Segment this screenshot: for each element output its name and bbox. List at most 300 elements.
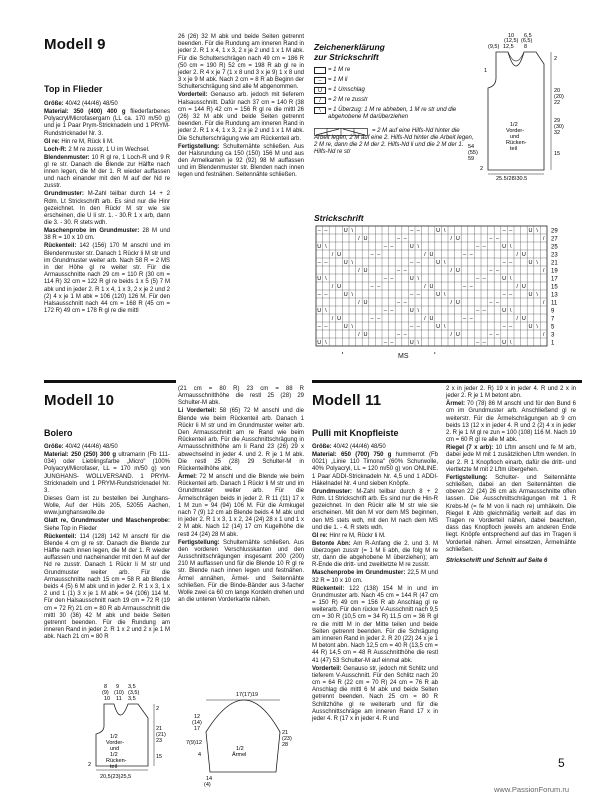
schem10-bottom-2: 20,5(23)25,5	[100, 774, 132, 780]
chart-symbol: –	[377, 316, 381, 323]
divider-line	[44, 380, 176, 383]
m11-paragraph	[446, 445, 576, 474]
m11-paragraph	[446, 475, 576, 554]
chart-row-number: 23	[551, 252, 558, 259]
paragraph-text: M-Zahl teilbar durch 14 + 2 Rdm. Lt Strickschrift arb. Es sind nur die Hinr gezeichnet. In den Rückr M str wie sie erscheinen, die U li str. 1. - 30.R 1 x arb, dann die 3. - 30. R stets wdh.	[44, 191, 170, 227]
chart-row-number: 27	[551, 236, 558, 243]
m11-paragraph	[312, 541, 438, 570]
schem9-bottom-2: 25,5(28)30,5	[496, 176, 528, 180]
chart-symbol: \	[417, 340, 420, 347]
legend-sym-ssk: \	[314, 107, 326, 114]
site-footer: www.PassionForum.ru	[494, 785, 570, 794]
paragraph-text: 28 M und 38 R = 10 x 10 cm.	[44, 228, 171, 242]
paragraph-text: 26 (26) 32 M abk und beide Seiten getrennt beenden. Für die Rundung am inneren Rand in jeder 2. R 1 x 4, 1 x 3, 2 x je 2 und 1 x 1 M abk. Für die Schulterschrägen nach 49 cm = 186 R (50 cm = 190 R) 52 cm = 198 R ab gl re in jeder 2. R 4 x je 7 (1 x 8 und 3 x je 9) 1 x 8 und 3 x je 9 M abk. Nach 2 cm = 8 R ab Beginn der Schulterschrägung sind alle M abgenommen.	[178, 34, 304, 91]
chart-symbol: U	[528, 260, 533, 267]
m9-legend-title	[314, 42, 385, 62]
schem10-right-4: 23	[156, 738, 163, 744]
chart-symbol: –	[403, 236, 407, 243]
chart-symbol: U	[502, 244, 507, 251]
chart-symbol: U	[409, 308, 414, 315]
m10-text-column-2	[178, 386, 304, 605]
paragraph-text: 142 (156) 170 M anschl und im Blendenmuster str. Danach 1 Rückr li M str und im Grundmuster weiter arb. Nach 58 R = 2 MS in der Höhe gl re weiter str. Für die Armausschnitte nach 29 cm = 110 R (30 cm = 114 R) 32 cm = 122 R gl re beids 1 x 5 (5) 7 M abk und in jeder 2. R 1 x 4, 1 x 3, 2 x je 2 und 2 (2) 4 x je 1 M abk = 106 (120) 126 M. Für den Halsausschnitt nach 44 cm = 168 R (45 cm = 172 R) 49 cm = 178 R gl re die mittl	[44, 243, 170, 315]
chart-row-number: 3	[551, 332, 555, 339]
m10-paragraph	[44, 452, 170, 495]
paragraph-lead: Rückenteil:	[44, 243, 77, 250]
paragraph-lead: Maschenprobe im Grundmuster:	[312, 570, 406, 577]
chart-symbol: U	[521, 252, 526, 259]
chart-symbol: –	[489, 268, 493, 275]
chart-symbol: U	[455, 268, 460, 275]
chart-symbol: –	[324, 292, 328, 299]
schem10-top3-2: 11	[116, 696, 122, 702]
chart-symbol: U	[343, 292, 348, 299]
chart-symbol: –	[476, 276, 480, 283]
chart-symbol: –	[482, 244, 486, 251]
chart-symbol: –	[410, 324, 414, 331]
schem10-top3-1: 10	[104, 696, 111, 702]
paragraph-lead: Grundmuster:	[44, 191, 85, 198]
legend-text-purl: = 1 M li	[328, 77, 348, 83]
chart-symbol: –	[482, 308, 486, 315]
chart-symbol: U	[337, 252, 342, 259]
chart-symbol: –	[509, 324, 513, 331]
paragraph-lead: Loch-R:	[44, 146, 67, 153]
chart-symbol: –	[416, 292, 420, 299]
chart-symbol: –	[462, 316, 467, 323]
paragraph-text: 40/42 (44/46) 48/50	[63, 101, 118, 107]
m9-paragraph	[44, 147, 170, 154]
chart-symbol: U	[337, 284, 342, 291]
paragraph-text: Siehe Top in Flieder	[44, 525, 97, 532]
schem9-side-3: 59	[468, 156, 475, 162]
m10-paragraph	[178, 386, 304, 408]
chart-symbol: U	[436, 292, 441, 299]
schem9-side-1: 54	[468, 144, 475, 150]
m11-paragraph	[312, 533, 438, 540]
m9-chart-ms-label: MS	[398, 353, 409, 360]
m11-paragraph	[446, 401, 576, 444]
legend-sym-yarn-over: U	[314, 87, 326, 94]
schem10-top-3: 3,5	[128, 684, 136, 690]
schem10s-mid-2: Ärmel	[232, 752, 247, 758]
paragraph-text: Schulternähte schließen. Aus der Halsrundung ca 150 (150) 156 M und aus den Armelkanten je 92 (92) 98 M auffassen und im Blendenmuster str. Blenden nach innen legen und festnähen. Seitennähte schließen.	[178, 143, 304, 179]
schem9-right-4: 22	[554, 100, 561, 106]
paragraph-lead: Material: 350 (400) 400 g	[44, 109, 126, 115]
chart-symbol: \	[509, 340, 512, 347]
paragraph-lead: Betonte Abn:	[312, 540, 351, 547]
schem9-mid-5: teil	[510, 146, 518, 152]
schem10s-right-1: 21	[282, 730, 289, 736]
chart-symbol: –	[317, 292, 321, 299]
chart-symbol: –	[403, 268, 407, 275]
chart-symbol: \	[325, 340, 327, 347]
m10-paragraph	[44, 444, 170, 451]
schem9-top2-2: (6,5)	[521, 38, 533, 44]
schem10-mid-4: 1/2	[110, 752, 118, 758]
chart-symbol: U	[363, 268, 368, 275]
chart-symbol: –	[383, 340, 387, 347]
paragraph-text: 2 x in jeder 2. R) 19 x in jeder 4. R und 2 x in jeder 2. R je 1 M betont abn.	[446, 386, 576, 400]
chart-symbol: U	[502, 308, 507, 315]
schem10-mid-1: 1/2	[110, 734, 118, 740]
paragraph-text: 2 M re zusstr, 1 U im Wechsel.	[66, 146, 150, 153]
chart-symbol: \	[536, 324, 538, 331]
m11-paragraph	[312, 489, 438, 532]
schem9-top-1: 10	[508, 33, 515, 39]
m9-paragraph	[44, 243, 170, 315]
m9-title: Modell 9	[44, 36, 106, 53]
m9-schematic	[466, 30, 576, 180]
schem9-mid-4: Rücken-	[506, 140, 527, 146]
paragraph-text: Genauso arb. jedoch mit tieferem Halsausschnitt. Dafür nach 37 cm = 140 R (38 cm = 144 R) 42 cm = 156 R gl re die mittl 26 (26) 32 M abk und beide Seiten getrennt beenden. Für die Rundung am inneren Rand in jeder 2. R 1 x 4, 1 x 3, 2 x je 2 und 1 x 1 M abk. Die Schulterschrägung wie am Rückenteil arb.	[178, 92, 304, 142]
chart-symbol: –	[410, 228, 414, 235]
chart-symbol: U	[429, 284, 434, 291]
chart-symbol: /	[516, 284, 519, 291]
chart-symbol: –	[469, 284, 473, 291]
m11-paragraph	[312, 570, 438, 584]
m9-subtitle: Top in Flieder	[44, 84, 103, 94]
paragraph-text: hummerrot (Fb 0021) „Linie 110 Timona" (60% Schurwolle, 40% Polyacryl, LL = 120 m/50 g) von ONLINE. 1 Paar ADDI-Stricknadeln Nr. 4,5 und 1 ADDI-Häkelnadel Nr. 4 und sieben Knöpfe.	[312, 452, 438, 487]
chart-symbol: /	[424, 316, 426, 323]
chart-symbol: U	[436, 324, 441, 331]
chart-symbol: /	[450, 268, 453, 275]
m11-paragraph	[312, 444, 438, 451]
paragraph-text: 58 (65) 72 M anschl und die Blende wie beim Rückenteil arb. Danach 1 Rückr li M str und im Grundmuster weiter arb. Den Armausschnitt am re Rand wie beim Rückenteil arb. Für die Ausschnittschrägung in Armausschnitthöhe am li Rand 23 (26) 29 x abwechselnd in jeder 4. und 2. R je 1 M abk. Die restl 25 (28) 29 Schulter-M in Rückenteilhöhe abk.	[178, 408, 304, 473]
chart-symbol: –	[416, 324, 420, 331]
chart-symbol: –	[396, 300, 401, 307]
chart-symbol: U	[521, 316, 526, 323]
chart-symbol: \	[417, 244, 420, 251]
paragraph-text: 114 (128) 142 M anschl für die Blende 4 cm gl re str. Danach die Blende zur Hälfte nach innen legen, die M der 1. R wieder auffassen und nacheinander mit den M auf der Nd re zusstr. Danach 1 Rückr li M str und Grundmuster weiter arb. Für die Armausschnitte nach 15 cm = 58 R ab Blende beids 4 (5) 6 M abk und in jeder 2. R 1 x 3, 1 x 2 und 1 (1) 3 x je 1 M abk = 94 (106) 114 M. Für den Halsausschnitt nach 19 cm = 72 R (19 cm = 72 R) 21 cm = 80 R ab Armausschnitt die mittl 30 (36) 42 M abk und beide Seiten getrennt beenden. Für die Rundung am inneren Rand in jeder 2. R 1 x 2 und 2 x je 1 M abk. Nach 21 cm = 80 R	[44, 533, 170, 641]
chart-symbol: U	[502, 276, 507, 283]
paragraph-text: M-Zahl teilbar durch 8 + 2 Rdm. Lt Strickschrift arb. Es sind nur die Hin-R gezeichnet. In den Rückr alle M str wie sie erscheinen. Mit den M vor dem MS beginnen, den MS stets wdh, mit den M nach dem MS und die 1. - 4. R stets wdh.	[312, 488, 438, 531]
paragraph-lead: Ärmel:	[178, 474, 198, 481]
chart-symbol: –	[396, 332, 401, 339]
chart-symbol: /	[542, 236, 545, 243]
m9-paragraph	[178, 144, 304, 180]
chart-symbol: /	[358, 236, 360, 243]
m10-paragraph	[178, 408, 304, 473]
paragraph-text: Genauso str, jedoch mit Schlitz und tieferem V-Ausschnitt. Für den Schlitz nach 20 cm = 64 R (22 cm = 70 R) 24 cm = 76 R ab Anschlag die mittl 6 M abk und beide Seiten getrennt beenden. Nach 25 cm = 80 R Schlitzhöhe gl re weiterarb und für die Ausschnittschräge am inneren Rand 17 x in jeder 4. R (17 x in jeder 4. R und	[312, 665, 438, 723]
chart-symbol: U	[429, 252, 434, 259]
paragraph-lead: Maschenprobe im Grundmuster:	[44, 228, 140, 235]
chart-symbol: –	[469, 316, 473, 323]
schem9-right-6: (30)	[554, 124, 564, 130]
chart-symbol: –	[416, 260, 420, 267]
chart-symbol: –	[324, 228, 328, 235]
chart-symbol: U	[455, 236, 460, 243]
chart-symbol: –	[476, 244, 480, 251]
chart-symbol: U	[455, 332, 460, 339]
legend-sym-purl: –	[314, 77, 326, 84]
chart-symbol: U	[343, 228, 348, 235]
schem10-right-5: 15	[156, 754, 163, 760]
schem10-top-1: 8	[104, 684, 108, 690]
paragraph-text: 22,5 M und 32 R = 10 x 10 cm.	[312, 570, 439, 584]
paragraph-lead: Strickschrift und Schnitt auf Seite 6	[446, 558, 548, 565]
schem10s-left-4: 7(9)12	[186, 740, 202, 746]
chart-symbol: –	[482, 340, 486, 347]
paragraph-lead: Glatt re, Grundmuster und Maschenprobe:	[44, 518, 170, 525]
m10-paragraph	[44, 518, 170, 532]
chart-symbol: \	[351, 292, 354, 299]
chart-row-number: 19	[551, 268, 558, 275]
m10-paragraph	[178, 474, 304, 539]
paragraph-text: ultramarin (Fb 111-034) oder Lieblingsfarbe „Micro" (100% Polyacryl/Microfaser, LL = 170 m/50 g) von JUNGHANS- WOLLVERSAND. 1 PRYM-Stricknadeln und 1 PRYM-Rundstricknadel Nr. 3.	[44, 452, 170, 495]
chart-symbol: U	[521, 284, 526, 291]
chart-symbol: –	[396, 236, 401, 243]
chart-symbol: \	[351, 324, 354, 331]
m9-paragraph	[44, 228, 170, 242]
schem10s-mid-1: 1/2	[236, 746, 244, 752]
m11-text-column-2	[446, 386, 576, 566]
chart-symbol: –	[396, 268, 401, 275]
chart-symbol: U	[436, 260, 441, 267]
chart-symbol: –	[469, 252, 473, 259]
chart-symbol: –	[324, 324, 328, 331]
schem10-right-1: 2	[156, 706, 160, 712]
schem9-top-2: 6,5	[524, 33, 532, 39]
schem10-bottom-1: 2	[88, 762, 92, 768]
schem9-top2-1: (12,5)	[504, 38, 519, 44]
chart-symbol: U	[317, 308, 322, 315]
chart-symbol: –	[476, 308, 480, 315]
chart-symbol: U	[528, 292, 533, 299]
schem10s-top: 17(17)19	[236, 692, 259, 698]
chart-symbol: –	[403, 332, 407, 339]
chart-symbol: –	[377, 252, 381, 259]
schem10s-bottom-1: 14	[206, 776, 213, 782]
schem10-top-2: 9	[116, 684, 120, 690]
paragraph-text: Am R-Anfang die 2. und 3. M überzogen zusstr (= 1 M li abh, die folg M re str, dann die abgehobene M überziehen); am R-Ende die dritt- und zweitletzte M re zusstr.	[312, 540, 438, 569]
chart-symbol: \	[509, 244, 512, 251]
m11-text-column-1	[312, 444, 438, 724]
chart-symbol: U	[455, 300, 460, 307]
paragraph-text: 122 (138) 154 M in und im Grundmuster arb. Nach 45 cm = 144 R (47 cm = 150 R) 49 cm = 156 R ab Anschlag gl re weiterarb. Für den rückw V-Ausschnitt nach 9,5 cm = 30 R (10,5 cm = 34 R) 11,5 cm = 36 R gl re die mittl M in der Mitte teilen und beide Seiten getrennt beenden. Für die Schrägung am inneren Rand in jeder 2. R 20 (22) 24 x je 1 M betont abn. Nach 12,5 cm = 40 R (13,5 cm = 44 R) 14,5 cm = 48 R Ausschnitthöhe die restl 41 (47) 53 Schulter-M auf einmal abk.	[312, 585, 438, 664]
chart-symbol: \	[443, 228, 446, 235]
legend-text-knit: = 1 M re	[328, 67, 351, 73]
schem9-left-1: 1	[484, 68, 488, 74]
paragraph-text: 70 (78) 86 M anschl und für den Bund 6 cm im Grundmuster arb. Anschließend gl re weiterstr. Für die Ärmelschrägungen ab 9 cm beids 13 (12 x in jeder 4. R und 2 (2) 4 x in jeder 2. R je 1 M gl re zun = 100 (108) 116 M. Nach 19 cm = 60 R gl re alle M abk.	[446, 401, 576, 444]
schem10s-right-3: 28	[282, 742, 289, 748]
schem10s-left-3: 17	[194, 726, 201, 732]
chart-symbol: \	[536, 228, 538, 235]
chart-symbol: /	[331, 284, 334, 291]
paragraph-text: 10 R gl re, 1 Loch-R und 9 R gl re str. Danach die Blende zur Hälfte nach innen legen, die M der 1. R wieder auffassen und nach einander mit den M auf der Nd re zusstr.	[44, 154, 170, 190]
m11-paragraph	[312, 452, 438, 488]
m11-subtitle: Pulli mit Knopfleiste	[312, 428, 399, 438]
schem10-top2-1: (9)	[102, 690, 109, 696]
legend-text-ssk: = 1 Überzug: 1 M re abheben, 1 M re str und die abgehobene M darüberziehen	[328, 107, 457, 120]
divider-line-2	[312, 380, 582, 383]
chart-symbol: –	[390, 276, 394, 283]
chart-symbol: –	[317, 260, 321, 267]
legend-title-line2: zur Strickschrift	[314, 52, 379, 62]
chart-symbol: \	[536, 260, 538, 267]
schem10s-left-5: 4	[198, 752, 202, 758]
page-number: 5	[558, 756, 565, 770]
m9-paragraph	[178, 92, 304, 142]
paragraph-text: 72 M anschl und die Blende wie beim Rückenteil arb. Danach 1 Rückr li M str und im Grundmuster weiter arb. Für die Ärmelschrägen beids in jeder 2. R 11 (11) 17 x 1 M zun = 94 (94) 106 M. Für die Armkugel nach 7 (9) 12 cm ab Blende beids 4 M abk und in jeder 2. R 1 x 3, 1 x 2, 24 (24) 28 x 1 und 1 x 2 M abk. Nach 12 (14) 17 cm Kugelhöhe die restl 24 (24) 28 M abk.	[178, 474, 304, 538]
m9-paragraph	[44, 139, 170, 146]
legend-sym-knit	[314, 67, 326, 74]
m9-paragraph	[44, 155, 170, 191]
chart-symbol: –	[489, 236, 493, 243]
m10-paragraph	[44, 496, 170, 518]
legend-text-cable: = 2 M auf eine Hilfs-Nd hinter die Arbeit legen, 2 M auf eine 2. Hilfs-Nd hinter die Arbeit legen, 2 M re, dann die 2 M der 2. Hilfs-Nd li und die 2 M der 1. Hilfs-Nd re str	[314, 128, 474, 155]
chart-symbol: U	[502, 340, 507, 347]
schem9-top3-3: 8	[524, 44, 528, 50]
paragraph-lead: Fertigstellung:	[178, 539, 220, 546]
legend-text-yarn-over: = 1 Umschlag	[328, 87, 365, 93]
chart-symbol: \	[325, 276, 327, 283]
chart-symbol: U	[429, 316, 434, 323]
chart-row-number: 5	[551, 324, 555, 331]
chart-symbol: –	[489, 332, 493, 339]
paragraph-lead: Riegel (7 x arb):	[446, 445, 494, 452]
m11-title: Modell 11	[312, 392, 382, 409]
chart-symbol: –	[317, 324, 321, 331]
schem10s-right-2: (23)	[282, 736, 292, 742]
paragraph-text: (21 cm = 80 R) 23 cm = 88 R Armausschnitthöhe die restl 25 (28) 29 Schulter-M abk.	[178, 386, 304, 407]
chart-symbol: U	[363, 332, 368, 339]
paragraph-lead: Blendenmuster:	[44, 154, 90, 161]
paragraph-lead: Vorderteil:	[312, 665, 342, 672]
paragraph-lead: Gl re:	[44, 138, 60, 145]
chart-symbol: \	[443, 324, 446, 331]
schem10-mid-3: und	[110, 746, 120, 752]
chart-symbol: –	[390, 308, 394, 315]
chart-symbol: –	[416, 228, 420, 235]
chart-symbol: \	[443, 260, 446, 267]
chart-symbol: –	[317, 228, 321, 235]
chart-symbol: /	[450, 332, 453, 339]
schem9-right-1: 2	[554, 56, 558, 62]
paragraph-lead: Li Vorderteil:	[178, 408, 217, 415]
paragraph-lead: Fertigstellung:	[178, 143, 220, 150]
paragraph-text: 40/42 (44/46) 48/50	[63, 444, 118, 450]
m10-title: Modell 10	[44, 392, 115, 409]
m9-paragraph	[44, 109, 170, 138]
chart-symbol: /	[358, 332, 360, 339]
legend-sym-k2tog: /	[314, 97, 326, 104]
chart-row-number: 21	[551, 260, 558, 267]
m9-chart-title: Strickschrift	[314, 213, 364, 223]
schem10-mid-5: Rücken-	[106, 758, 127, 764]
chart-symbol: U	[409, 244, 414, 251]
paragraph-lead: Material: 250 (250) 300 g	[44, 452, 116, 458]
chart-row-number: 29	[551, 228, 558, 235]
schem10s-bottom-2: (4)	[204, 782, 211, 788]
chart-symbol: /	[450, 300, 453, 307]
chart-symbol: /	[516, 316, 519, 323]
schem9-side-2: (55)	[468, 150, 478, 156]
chart-symbol: –	[410, 260, 414, 267]
chart-symbol: U	[528, 228, 533, 235]
chart-symbol: –	[383, 276, 387, 283]
m11-paragraph	[312, 666, 438, 724]
chart-symbol: –	[509, 260, 513, 267]
legend-text-k2tog: = 2 M re zusstr	[328, 97, 368, 103]
chart-symbol: /	[331, 316, 334, 323]
chart-symbol: /	[542, 332, 545, 339]
chart-symbol: –	[383, 308, 387, 315]
chart-symbol: U	[436, 228, 441, 235]
paragraph-text: fliederfarbenes Polyacryl/Microfasergarn (LL ca. 170 m/50 g) und je 1 Paar Prym-Stricknadeln und 1 PRYM-Rundstricknadel Nr. 3.	[44, 109, 170, 137]
chart-symbol: –	[377, 284, 381, 291]
schem9-right-2: 20	[554, 88, 561, 94]
paragraph-lead: Ärmel:	[446, 401, 466, 408]
chart-symbol: –	[495, 300, 500, 307]
schem9-right-8: 15	[554, 151, 561, 157]
chart-symbol: \	[325, 244, 327, 251]
paragraph-lead: Größe:	[44, 101, 64, 107]
schem9-bottom-1: 2	[480, 166, 484, 172]
m9-text-column-2	[178, 34, 304, 180]
chart-symbol: /	[516, 252, 519, 259]
chart-symbol: –	[495, 268, 500, 275]
schem10-mid-6: teil	[110, 764, 118, 770]
m9-knitting-chart	[314, 224, 584, 354]
paragraph-lead: Grundmuster:	[312, 488, 353, 495]
paragraph-text: Schulternähte schließen. Aus den vorderen Verschlusskanten und den Ausschnittschrägungen insgesamt 200 (200) 210 M auffassen und für die Blende 10 R gl re str. Blende nach innen legen und festnähen. Ärmel annähen, Ärmel- und Seitennähte schließen. Für die Binde-Bänder aus 3-facher Wolle zwei ca 60 cm lange Kordeln drehen und an die unteren Vorderkante nähen.	[178, 539, 304, 604]
m10-paragraph	[178, 540, 304, 605]
chart-symbol: \	[443, 292, 446, 299]
paragraph-lead: Vorderteil:	[178, 92, 208, 99]
chart-symbol: /	[424, 284, 426, 291]
chart-symbol: /	[424, 252, 426, 259]
m9-paragraph	[178, 34, 304, 92]
chart-symbol: U	[409, 340, 414, 347]
chart-symbol: \	[351, 228, 354, 235]
m11-paragraph	[312, 586, 438, 665]
chart-symbol: /	[358, 300, 360, 307]
schem9-mid-1: 1/2	[510, 122, 518, 128]
paragraph-lead: Größe:	[44, 444, 64, 450]
chart-symbol: –	[390, 244, 394, 251]
m10-sleeve-schematic	[186, 686, 296, 796]
chart-symbol: \	[417, 276, 420, 283]
chart-symbol: \	[351, 260, 354, 267]
chart-symbol: –	[383, 244, 387, 251]
chart-symbol: –	[509, 228, 513, 235]
m9-text-column-1	[44, 101, 170, 316]
schem9-mid-2: Vorder-	[506, 128, 525, 134]
chart-symbol: U	[317, 340, 322, 347]
legend-title-line1: Zeichenerklärung	[314, 42, 385, 52]
chart-symbol: \	[536, 292, 538, 299]
schem10-top2-2: (10)	[114, 690, 124, 696]
paragraph-text: Dieses Garn ist zu bestellen bei Junghans-Wolle, Auf der Hüls 205, 52055 Aachen, www.junghanswolle.de	[44, 496, 170, 517]
paragraph-text: Schulter- und Seitennähte schließen, dabei an den Seitennähten die oberen 22 (24) 26 cm als Armausschnitte offen lassen. Die Ausschnittschrägungen mit 1 R Krebs-M (= fe M von li nach re) umhäkeln. Die Riegel lt Abb gleichmäßig verteilt auf das im Tragen re Vorderteil nähen, dabei beachten, dass das Knopfloch jeweils am anderen Ende liegt. Knöpfe entsprechend auf das im Tragen li Vorderteil nähen. Ärmel einsetzen, Ärmelnähte schließen.	[446, 474, 576, 553]
schem10s-left-1: 12	[194, 714, 201, 720]
chart-row-number: 25	[551, 244, 558, 251]
chart-symbol: U	[409, 276, 414, 283]
chart-row-number: 1	[551, 340, 555, 347]
schem9-mid-3: und	[510, 134, 520, 140]
chart-symbol: –	[410, 292, 414, 299]
m10-back-schematic	[82, 682, 192, 782]
chart-symbol: U	[343, 260, 348, 267]
schem10-right-3: (21)	[156, 732, 166, 738]
chart-symbol: –	[495, 236, 500, 243]
chart-symbol: –	[502, 228, 506, 235]
chart-symbol: –	[370, 284, 374, 291]
chart-row-number: 15	[551, 284, 558, 291]
schem9-top3-1: (9,5)	[488, 44, 500, 50]
chart-symbol: /	[358, 268, 360, 275]
schem10-top2-3: (3,5)	[128, 690, 140, 696]
